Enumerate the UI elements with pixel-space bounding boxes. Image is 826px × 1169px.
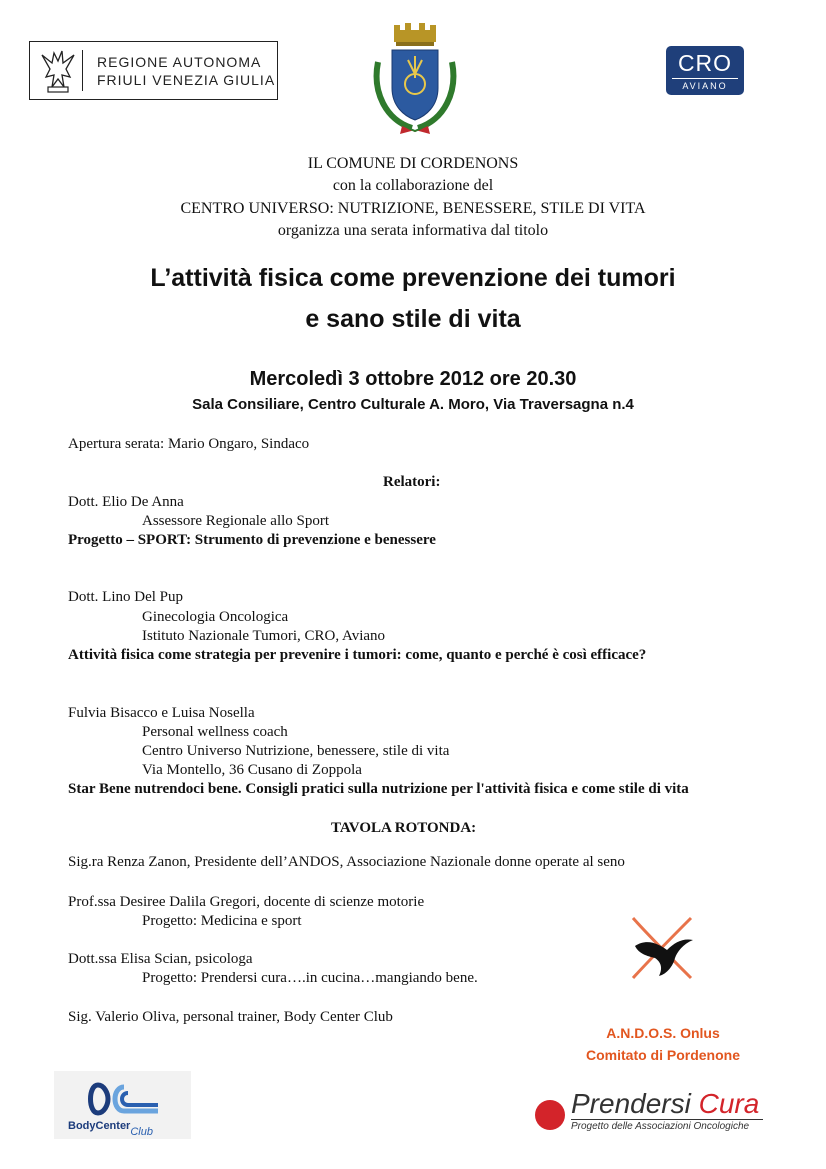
andos-swallow-logo xyxy=(627,914,697,984)
cro-logo-text: CRO xyxy=(677,50,733,76)
bodycenter-club-logo xyxy=(54,1071,191,1139)
intro-line-3: CENTRO UNIVERSO: NUTRIZIONE, BENESSERE, STILE DI VITA xyxy=(180,200,646,217)
speaker-detail: Centro Universo Nutrizione, benessere, stile di vita xyxy=(142,743,450,759)
red-dot-icon xyxy=(535,1100,565,1130)
speaker-talk: Progetto – SPORT: Strumento di prevenzione e benessere xyxy=(68,532,436,548)
regione-fvg-logo xyxy=(29,41,278,100)
speaker-detail: Via Montello, 36 Cusano di Zoppola xyxy=(142,762,362,778)
panelist-line: Sig. Valerio Oliva, personal trainer, Body Center Club xyxy=(68,1009,393,1025)
speaker-detail: Assessore Regionale allo Sport xyxy=(142,513,330,529)
speaker-detail: Personal wellness coach xyxy=(142,724,288,740)
andos-name: A.N.D.O.S. Onlus xyxy=(606,1025,720,1041)
prendersi-word: Prendersi xyxy=(571,1088,699,1119)
panelist-line: Sig.ra Renza Zanon, Presidente dell’ANDOS, Associazione Nazionale donne operate al seno xyxy=(68,854,625,870)
panelist-line: Dott.ssa Elisa Scian, psicologa xyxy=(68,951,253,967)
tavola-rotonda-heading: TAVOLA ROTONDA: xyxy=(331,820,477,836)
prendersi-cura-subtitle: Progetto delle Associazioni Oncologiche xyxy=(571,1121,750,1132)
intro-line-4: organizza una serata informativa dal titolo xyxy=(277,222,549,239)
event-title-line-1: L’attività fisica come prevenzione dei tumori xyxy=(150,264,676,292)
cura-word: Cura xyxy=(698,1088,760,1119)
intro-line-2: con la collaborazione del xyxy=(332,177,494,194)
speaker-name: Dott. Elio De Anna xyxy=(68,494,184,510)
speaker-talk: Star Bene nutrendoci bene. Consigli pratici sulla nutrizione per l'attività fisica e come stile di vita xyxy=(68,781,689,797)
panelist-project: Progetto: Prendersi cura….in cucina…mangiando bene. xyxy=(142,970,478,986)
event-title-line-2: e sano stile di vita xyxy=(305,305,521,333)
relatori-heading: Relatori: xyxy=(383,474,441,490)
speaker-name: Dott. Lino Del Pup xyxy=(68,589,183,605)
speaker-name: Fulvia Bisacco e Luisa Nosella xyxy=(68,705,255,721)
panelist-project: Progetto: Medicina e sport xyxy=(142,913,302,929)
speaker-detail: Istituto Nazionale Tumori, CRO, Aviano xyxy=(142,628,386,644)
eagle-icon xyxy=(36,47,80,95)
speaker-talk: Attività fisica come strategia per prevenire i tumori: come, quanto e perché è così efficace? xyxy=(68,647,647,663)
cordenons-coat-of-arms xyxy=(368,22,462,137)
prendersi-cura-logo xyxy=(533,1088,765,1136)
regione-line2: FRIULI VENEZIA GIULIA xyxy=(97,72,276,88)
opening-line: Apertura serata: Mario Ongaro, Sindaco xyxy=(68,436,310,452)
intro-line-1: IL COMUNE DI CORDENONS xyxy=(307,155,519,172)
regione-line1: REGIONE AUTONOMA xyxy=(97,54,262,70)
crown-icon xyxy=(394,23,436,46)
bodycenter-mark-icon xyxy=(84,1079,164,1119)
bodycenter-name: BodyCenter xyxy=(68,1120,131,1132)
cro-logo-subtext: AVIANO xyxy=(672,78,738,91)
panelist-line: Prof.ssa Desiree Dalila Gregori, docente di scienze motorie xyxy=(68,894,425,910)
speaker-detail: Ginecologia Oncologica xyxy=(142,609,289,625)
cro-aviano-logo xyxy=(666,46,744,95)
andos-committee: Comitato di Pordenone xyxy=(586,1047,740,1063)
event-venue: Sala Consiliare, Centro Culturale A. Moro, Via Traversagna n.4 xyxy=(192,396,634,413)
bodycenter-club: Club xyxy=(130,1126,153,1138)
event-date: Mercoledì 3 ottobre 2012 ore 20.30 xyxy=(249,368,577,390)
